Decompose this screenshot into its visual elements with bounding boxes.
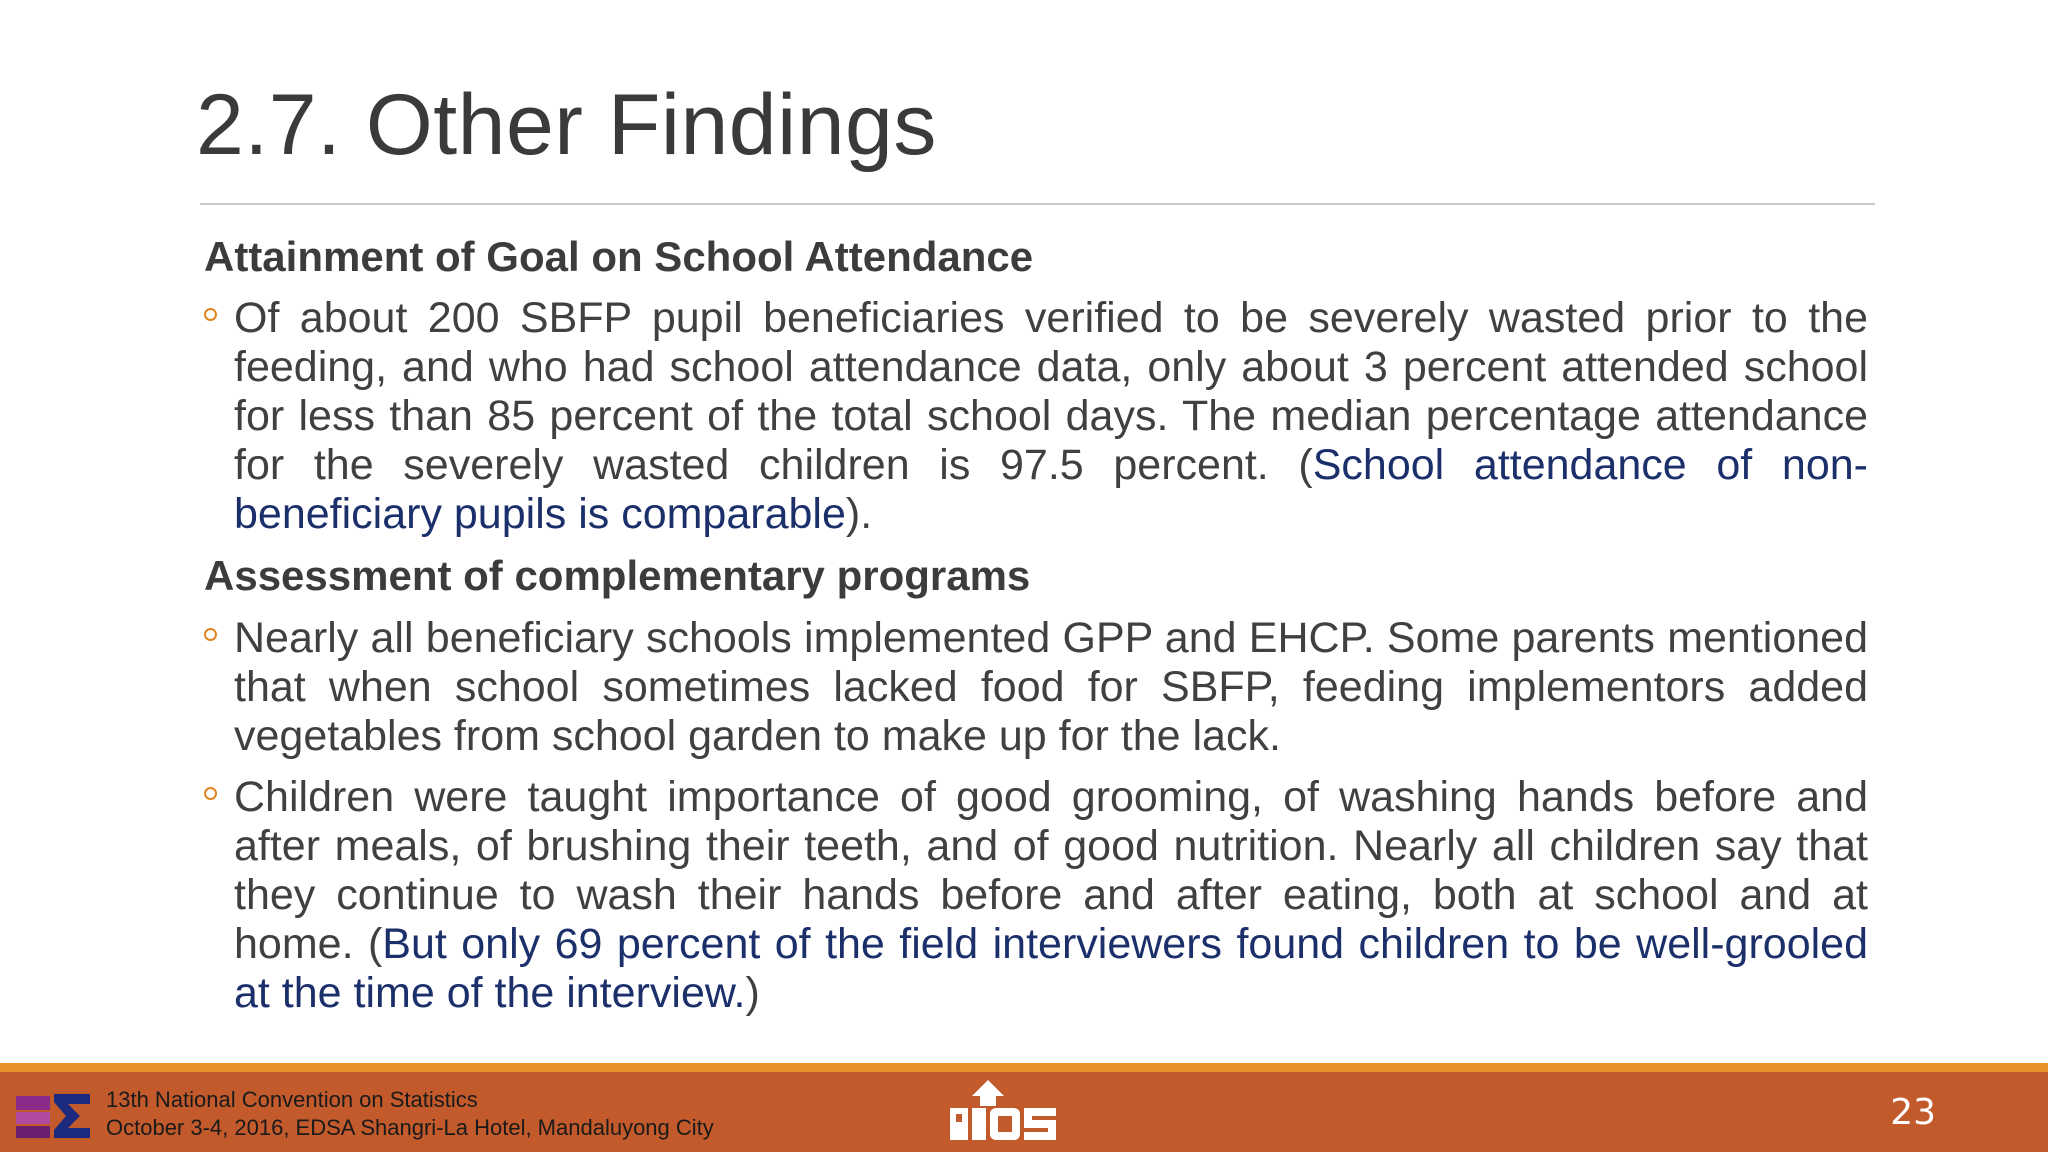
bullet-circle-icon bbox=[204, 628, 217, 641]
slide-title: 2.7. Other Findings bbox=[196, 77, 937, 173]
slide-content bbox=[204, 232, 1868, 1030]
footer-line-2: October 3-4, 2016, EDSA Shangri-La Hotel, Mandaluyong City bbox=[106, 1115, 714, 1140]
page-number: 23 bbox=[1890, 1092, 1936, 1133]
section-heading-complementary: Assessment of complementary programs bbox=[204, 552, 1031, 600]
section-heading-attendance: Attainment of Goal on School Attendance bbox=[204, 233, 1034, 280]
footer-convention-text bbox=[106, 1086, 714, 1142]
bullet-text: Children were taught importance of good grooming, of washing hands before and after meals, of brushing their teeth, and of good nutrition. Nearly all children say that they continue to wash their hands before and after eating, both at school and at home. ( bbox=[234, 772, 1868, 968]
bullet-circle-icon bbox=[204, 308, 217, 321]
bullet-gpp-ehcp bbox=[204, 614, 1868, 761]
bullet-text: Of about 200 SBFP pupil beneficiaries verified to be severely wasted prior to the feeding, and who had school attendance data, only about 3 percent attended school for less than 85 percent of the total school days. The median percentage attendance for the severely wasted children is 97.5 percent. ( bbox=[234, 294, 1868, 490]
bullet-tail: ). bbox=[845, 490, 873, 539]
bullet-highlight: School attendance of non-beneficiary pupils is comparable bbox=[234, 441, 1868, 539]
bullet-highlight: But only 69 percent of the field interviewers found children to be well-grooled at the time of the interview. bbox=[234, 919, 1868, 1017]
bullet-text: Nearly all beneficiary schools implemented GPP and EHCP. Some parents mentioned that when school sometimes lacked food for SBFP, feeding implementors added vegetables from school garden to make up for the lack. bbox=[234, 613, 1868, 760]
bullet-attendance bbox=[204, 294, 1868, 539]
bullet-circle-icon bbox=[204, 787, 217, 800]
footer-stripe bbox=[0, 1063, 2048, 1072]
bullet-tail: ) bbox=[745, 968, 760, 1017]
title-divider bbox=[200, 203, 1875, 205]
footer-bar bbox=[0, 1072, 2048, 1152]
convention-sigma-logo-icon bbox=[14, 1090, 94, 1142]
footer-line-1: 13th National Convention on Statistics bbox=[106, 1087, 478, 1112]
bullet-grooming bbox=[204, 773, 1868, 1018]
pids-logo-icon bbox=[948, 1078, 1060, 1144]
